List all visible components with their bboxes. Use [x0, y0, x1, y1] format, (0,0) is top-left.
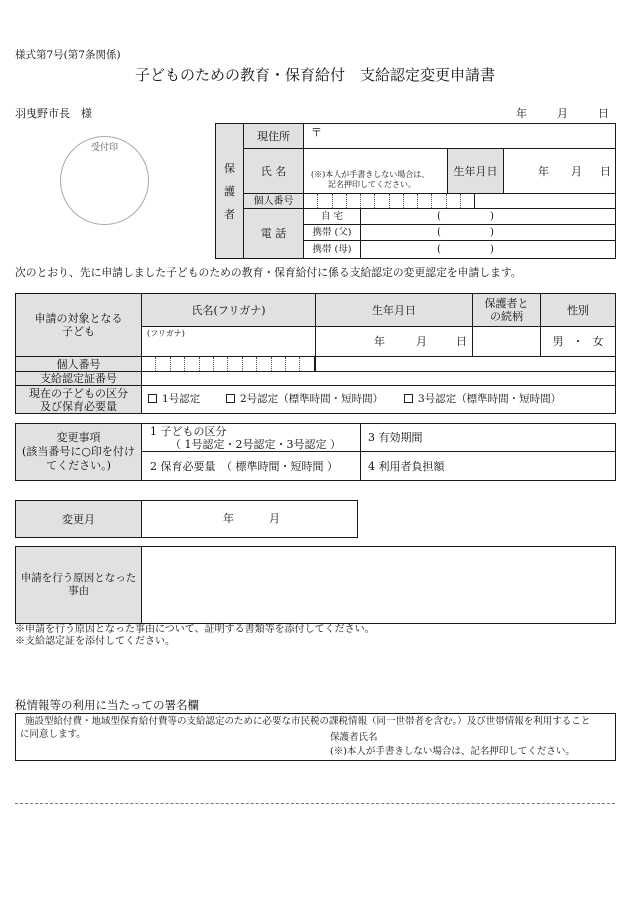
digit-cell	[447, 194, 461, 208]
category-option-1	[148, 393, 200, 406]
child-sex-options	[553, 335, 604, 348]
digit-cell	[390, 194, 404, 208]
change-items-label-line2: (該当番号に○印を付け	[22, 445, 135, 458]
digit-cell	[257, 357, 271, 371]
digit-cell	[432, 194, 446, 208]
current-category-field	[141, 385, 616, 414]
phone-father-open-paren: (	[437, 227, 441, 238]
category-1-label: 1号認定	[162, 393, 201, 405]
current-category-label-cell	[15, 385, 142, 414]
digit-cell	[347, 194, 361, 208]
phone-label: 電 話	[260, 227, 287, 240]
certificate-number-label: 支給認定証番号	[40, 372, 117, 385]
digit-cell	[361, 194, 375, 208]
child-sex-header-text: 性別	[567, 303, 589, 317]
child-my-number-field	[141, 356, 316, 372]
reception-stamp-circle	[60, 136, 149, 225]
guardian-my-number-label-cell	[243, 193, 304, 209]
category-2-checkbox[interactable]	[226, 394, 235, 403]
signer-note: (※)本人が手書きしない場合は、記名押印してください。	[330, 746, 575, 757]
phone-home-close-paren: )	[490, 211, 494, 222]
child-name-field	[141, 326, 316, 357]
address-field	[303, 123, 616, 149]
digit-cell	[318, 194, 332, 208]
change-item-1-line2: （ 1号認定・2号認定・3号認定 ）	[170, 437, 341, 451]
application-date-day: 日	[598, 107, 609, 120]
change-month-month: 月	[269, 512, 280, 525]
phone-mother-label: 携帯 (母)	[312, 244, 352, 255]
digit-cell	[243, 357, 257, 371]
child-my-number-blank	[315, 356, 616, 372]
guardian-name-note-line1: (※)本人が手書きしない場合は、	[311, 170, 430, 179]
guardian-birthdate-day: 日	[600, 165, 611, 178]
change-item-2-text: 2 保育必要量 （ 標準時間・短時間 ）	[150, 459, 338, 473]
phone-father-field	[360, 224, 616, 241]
change-month-year: 年	[223, 512, 234, 525]
category-3-checkbox[interactable]	[404, 394, 413, 403]
digit-cell	[214, 357, 228, 371]
digit-cell	[228, 357, 242, 371]
category-2-label: 2号認定（標準時間・短時間）	[240, 393, 384, 405]
child-birthdate-header-text: 生年月日	[372, 303, 416, 317]
phone-home-open-paren: (	[437, 211, 441, 222]
digit-cell	[304, 194, 318, 208]
phone-father-close-paren: )	[490, 227, 494, 238]
certificate-number-field	[141, 371, 616, 386]
guardian-birthdate-label-cell	[447, 148, 504, 194]
child-relation-header-line1: 保護者と	[484, 297, 529, 310]
category-option-2	[226, 393, 383, 406]
child-relation-header-line2: の続柄	[490, 310, 523, 323]
digit-cell	[142, 357, 156, 371]
child-sex-field	[540, 326, 616, 357]
phone-father-label: 携帯 (父)	[312, 227, 352, 238]
digit-cell	[286, 357, 300, 371]
reason-label-line2: 事由	[68, 585, 89, 597]
change-item-3-text: 3 有効期間	[368, 431, 423, 444]
digit-cell	[171, 357, 185, 371]
change-items-label-line1: 変更事項	[56, 431, 101, 444]
change-item-4-text: 4 利用者負担額	[368, 459, 445, 473]
guardian-birthdate-label: 生年月日	[453, 164, 498, 178]
change-item-1	[141, 423, 361, 452]
child-relation-header	[472, 293, 541, 327]
reason-field	[141, 546, 616, 624]
digit-cell	[418, 194, 432, 208]
child-furigana-hint: (フリガナ)	[147, 329, 185, 338]
guardian-birthdate-month: 月	[571, 165, 582, 178]
category-1-checkbox[interactable]	[148, 394, 157, 403]
current-category-label-line2: 及び保育必要量	[40, 399, 117, 413]
child-birthdate-month: 月	[416, 335, 427, 348]
tax-consent-box	[15, 713, 616, 761]
child-section-label-line2: 子ども	[62, 325, 95, 338]
sex-separator: ・	[572, 335, 584, 348]
change-month-field	[141, 500, 358, 538]
digit-cell	[272, 357, 286, 371]
sex-option-female: 女	[592, 335, 604, 348]
change-month-label-cell	[15, 500, 142, 538]
change-month-label: 変更月	[62, 512, 95, 526]
child-birthdate-day: 日	[456, 335, 467, 348]
change-item-3	[360, 423, 616, 452]
guardian-name-note-line2: 記名押印してください。	[328, 180, 416, 189]
guardian-birthdate-field	[503, 148, 616, 194]
page-title: 子どものための教育・保育給付 支給認定変更申請書	[134, 66, 495, 84]
child-section-label	[15, 293, 142, 357]
postal-mark: 〒	[311, 126, 322, 139]
phone-mother-close-paren: )	[490, 244, 494, 255]
phone-father-label-cell	[303, 224, 361, 241]
guardian-section-text: 保護者	[224, 161, 235, 221]
child-my-number-label-cell	[15, 356, 142, 372]
digit-cell	[461, 194, 475, 208]
change-item-4	[360, 451, 616, 481]
application-date-year: 年	[516, 107, 527, 120]
guardian-my-number-digits	[304, 194, 475, 208]
tax-consent-heading: 税情報等の利用に当たっての署名欄	[15, 698, 199, 712]
change-items-label	[15, 423, 142, 481]
addressee: 羽曳野市長 様	[15, 107, 92, 120]
child-my-number-digits	[142, 357, 315, 371]
change-item-1-line1: 1 子どもの区分	[150, 424, 227, 438]
certificate-number-label-cell	[15, 371, 142, 386]
change-item-2	[141, 451, 361, 481]
child-name-header	[141, 293, 316, 327]
phone-mother-open-paren: (	[437, 244, 441, 255]
category-option-3	[404, 393, 561, 406]
note-attach-certificate: ※支給認定証を添付してください。	[15, 636, 175, 647]
digit-cell	[300, 357, 314, 371]
phone-home-label-cell	[303, 208, 361, 225]
form-number: 様式第7号(第7条関係)	[15, 49, 121, 61]
child-section-label-line1: 申請の対象となる	[34, 312, 123, 325]
child-relation-field	[472, 326, 541, 357]
guardian-name-field	[303, 148, 448, 194]
tax-consent-text-line1: 施設型給付費・地域型保育給付費等の支給認定のために必要な市民税の課税情報（同一世帯者を含む。）及び世帯情報を利用すること	[25, 716, 591, 727]
phone-label-cell	[243, 208, 304, 259]
reason-label-line1: 申請を行う原因となった	[20, 572, 137, 584]
tax-consent-text-line2: に同意します。	[20, 729, 86, 740]
category-3-label: 3号認定（標準時間・短時間）	[418, 393, 562, 405]
digit-cell	[404, 194, 418, 208]
address-label-cell	[243, 123, 304, 149]
digit-cell	[375, 194, 389, 208]
dashed-separator	[15, 803, 615, 804]
intro-sentence: 次のとおり、先に申請しました子どものための教育・保育給付に係る支給認定の変更認定を申請します。	[15, 266, 522, 279]
guardian-name-label: 氏 名	[260, 164, 287, 178]
address-label: 現住所	[257, 129, 290, 143]
phone-mother-field	[360, 240, 616, 259]
digit-cell	[200, 357, 214, 371]
digit-cell	[185, 357, 199, 371]
child-my-number-label: 個人番号	[56, 357, 101, 371]
change-items-label-line3: てください。)	[46, 459, 111, 472]
child-birthdate-header	[315, 293, 473, 327]
child-sex-header	[540, 293, 616, 327]
child-birthdate-field	[315, 326, 473, 357]
guardian-birthdate-year: 年	[538, 165, 549, 178]
guardian-section-label	[215, 123, 244, 259]
child-birthdate-year: 年	[374, 335, 385, 348]
digit-cell	[156, 357, 170, 371]
sex-option-male: 男	[552, 335, 564, 348]
current-category-label-line1: 現在の子どもの区分	[29, 386, 128, 400]
note-attach-documents: ※申請を行う原因となった事由について、証明する書類等を添付してください。	[15, 624, 375, 635]
guardian-my-number-label: 個人番号	[253, 195, 294, 207]
digit-cell	[333, 194, 347, 208]
reason-label-cell	[15, 546, 142, 624]
phone-home-field	[360, 208, 616, 225]
child-name-header-text: 氏名(フリガナ)	[191, 303, 266, 317]
guardian-my-number-field	[303, 193, 616, 209]
phone-mother-label-cell	[303, 240, 361, 259]
phone-home-label: 自 宅	[320, 211, 344, 222]
application-date-month: 月	[557, 107, 568, 120]
reception-stamp-label: 受付印	[90, 143, 118, 153]
guardian-name-label-cell	[243, 148, 304, 194]
signer-name-label: 保護者氏名	[330, 732, 378, 743]
